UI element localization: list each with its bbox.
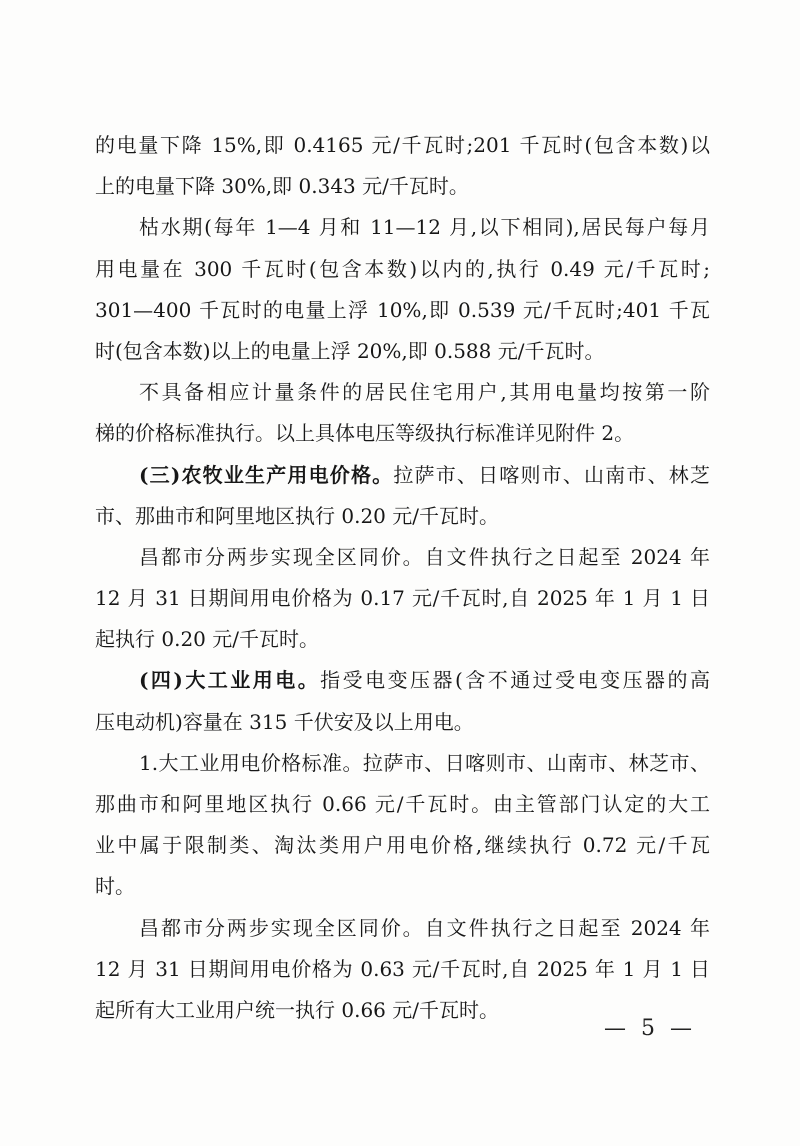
text-line: 市、那曲市和阿里地区执行 0.20 元/千瓦时。 (95, 503, 499, 528)
text-line: 业中属于限制类、淘汰类用户用电价格,继续执行 0.72 元/千瓦 (95, 833, 710, 858)
text-line: 12 月 31 日期间用电价格为 0.17 元/千瓦时,自 2025 年 1 月 1 日 (95, 586, 710, 611)
text-line: 时(包含本数)以上的电量上浮 20%,即 0.588 元/千瓦时。 (95, 338, 605, 363)
document-body (95, 125, 710, 1031)
text-line: 不具备相应计量条件的居民住宅用户,其用电量均按第一阶 (139, 380, 710, 405)
text-line: 的电量下降 15%,即 0.4165 元/千瓦时;201 千瓦时(包含本数)以 (95, 133, 710, 157)
text-line: 枯水期(每年 1—4 月和 11—12 月,以下相同),居民每户每月 (139, 215, 710, 240)
text-line: 那曲市和阿里地区执行 0.66 元/千瓦时。由主管部门认定的大工 (95, 792, 710, 816)
text-line: 昌都市分两步实现全区同价。自文件执行之日起至 2024 年 (139, 544, 710, 569)
text-segment: 拉萨市、日喀则市、山南市、林芝 (393, 462, 710, 487)
text-line: 时。 (95, 874, 135, 899)
text-line (95, 455, 710, 496)
text-line: 起执行 0.20 元/千瓦时。 (95, 627, 319, 652)
page-number: — 5 — (604, 1016, 692, 1041)
text-line: 梯的价格标准执行。以上具体电压等级执行标准详见附件 2。 (95, 421, 635, 446)
section-heading-4: (四)大工业用电。 (139, 668, 321, 693)
text-line: 用电量在 300 千瓦时(包含本数)以内的,执行 0.49 元/千瓦时; (95, 256, 710, 281)
text-line (95, 660, 710, 701)
text-line: 12 月 31 日期间用电价格为 0.63 元/千瓦时,自 2025 年 1 月 1 日 (95, 956, 710, 981)
text-line: 1.大工业用电价格标准。拉萨市、日喀则市、山南市、林芝市、 (139, 750, 710, 775)
section-heading-3: (三)农牧业生产用电价格。 (139, 462, 394, 487)
text-segment: 指受电变压器(含不通过受电变压器的高 (320, 668, 710, 693)
text-line: 压电动机)容量在 315 千伏安及以上用电。 (95, 709, 474, 734)
text-line: 301—400 千瓦时的电量上浮 10%,即 0.539 元/千瓦时;401 千瓦 (95, 297, 710, 322)
text-line: 昌都市分两步实现全区同价。自文件执行之日起至 2024 年 (139, 915, 710, 940)
text-line: 起所有大工业用户统一执行 0.66 元/千瓦时。 (95, 997, 499, 1022)
text-line: 上的电量下降 30%,即 0.343 元/千瓦时。 (95, 174, 469, 199)
